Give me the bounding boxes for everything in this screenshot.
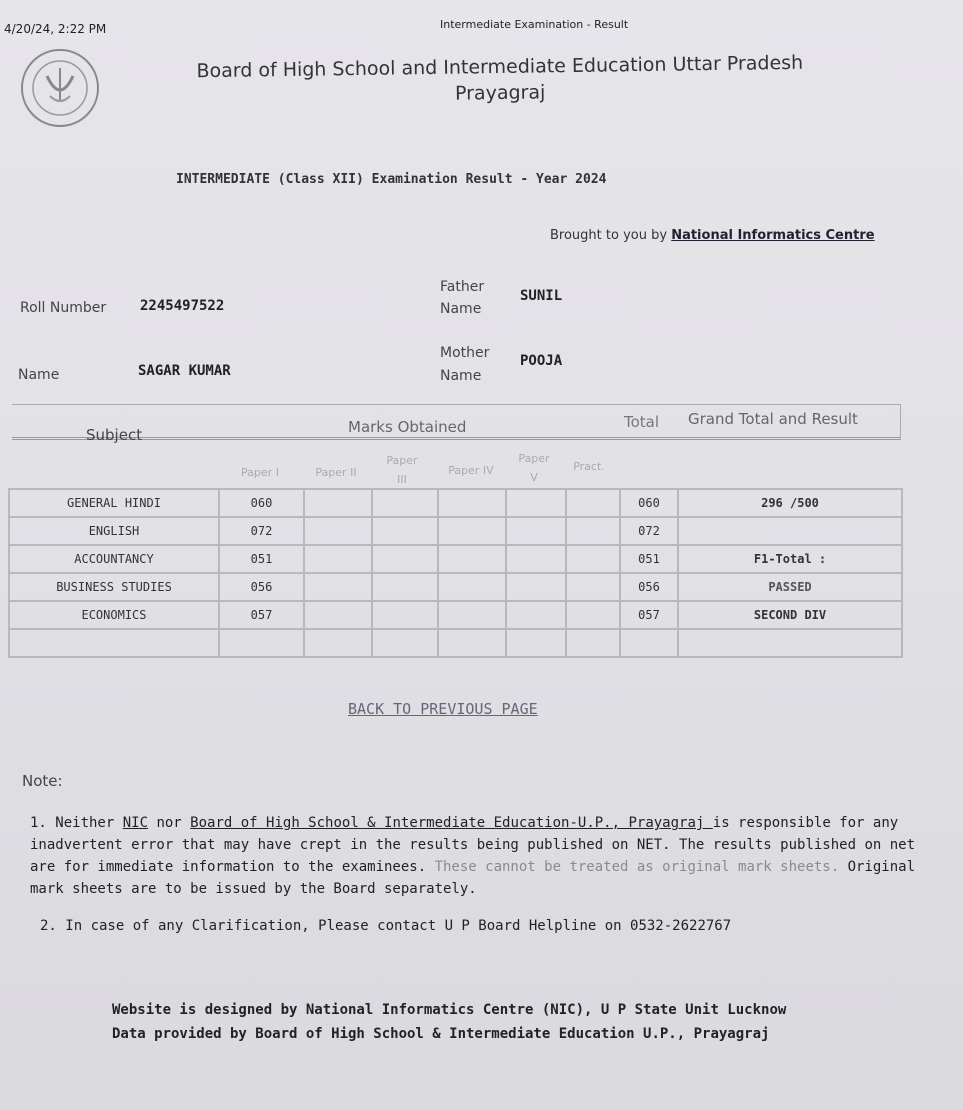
mother-name-label-1: Mother [440,345,490,361]
roll-number-value: 2245497522 [140,298,225,314]
roll-number-label: Roll Number [20,300,107,316]
paper-4-cell [438,489,506,517]
result-cell [678,517,902,545]
practical-cell [566,545,620,573]
paper-3-cell [372,601,438,629]
father-name-label-2: Name [440,301,482,317]
result-cell [678,629,902,657]
marks-obtained-header: Marks Obtained [348,418,467,436]
paper-5-cell [506,573,566,601]
father-name-value: SUNIL [520,288,563,304]
paper-4-header: Paper IV [448,464,494,477]
subject-cell: ACCOUNTANCY [9,545,219,573]
total-cell [620,629,678,657]
grand-total-header: Grand Total and Result [688,410,858,428]
paper-5-cell [506,601,566,629]
paper-5-cell [506,489,566,517]
footer-line-2: Data provided by Board of High School & Intermediate Education U.P., Prayagraj [112,1026,770,1042]
paper-5-header-line2: V [530,471,538,484]
paper-4-cell [438,601,506,629]
note-1-text-a: 1. Neither [30,815,123,831]
practical-cell [566,601,620,629]
practical-cell [566,517,620,545]
paper-2-cell [304,629,372,657]
subject-cell: GENERAL HINDI [9,489,219,517]
paper-3-cell [372,629,438,657]
paper-5-header-line1: Paper [518,452,550,465]
nic-note-link[interactable]: NIC [122,815,149,831]
paper-1-cell: 072 [219,517,304,545]
up-board-seal-icon [14,46,106,130]
paper-1-cell: 057 [219,601,304,629]
paper-3-header-line2: III [397,473,407,486]
paper-3-header [372,454,432,486]
paper-1-cell: 051 [219,545,304,573]
paper-4-cell [438,517,506,545]
brought-by-line [550,228,875,243]
paper-5-cell [506,517,566,545]
total-header: Total [624,413,660,431]
total-cell: 051 [620,545,678,573]
note-1 [30,812,930,900]
table-row [9,517,902,545]
name-label: Name [18,367,60,383]
note-1-faint-text: These cannot be treated as original mark sheets. [434,859,840,875]
paper-1-header: Paper I [241,466,279,479]
note-1-text-d: Original mark sheets are to be issued by the Board separately. [30,859,916,897]
note-2-helpline: 2. In case of any Clarification, Please contact U P Board Helpline on 0532-2622767 [40,918,732,934]
back-to-previous-page-link[interactable]: BACK TO PREVIOUS PAGE [348,700,538,718]
marks-table [8,488,903,658]
board-name [150,49,851,111]
paper-2-cell [304,601,372,629]
footer [112,998,786,1046]
pass-status: PASSED [678,573,902,601]
table-row [9,573,902,601]
division-status: SECOND DIV [678,601,902,629]
paper-5-cell [506,629,566,657]
total-cell: 072 [620,517,678,545]
note-1-text-b: nor [148,815,191,831]
mother-name-value: POOJA [520,353,563,369]
paper-4-cell [438,629,506,657]
mother-name-label-2: Name [440,368,482,384]
paper-1-cell: 056 [219,573,304,601]
print-page-title: Intermediate Examination - Result [440,18,629,31]
subject-header: Subject [86,426,143,444]
board-name-line2: Prayagraj [454,81,546,105]
paper-3-cell [372,545,438,573]
paper-3-cell [372,573,438,601]
practical-cell [566,573,620,601]
paper-5-header [506,452,562,484]
board-name-line1: Board of High School and Intermediate Education Uttar Pradesh [196,51,804,83]
paper-2-cell [304,545,372,573]
brought-by-text: Brought to you by [550,228,668,243]
table-row [9,489,902,517]
practical-header: Pract. [573,460,605,473]
table-row [9,629,902,657]
paper-3-cell [372,517,438,545]
print-date-time: 4/20/24, 2:22 PM [4,22,107,36]
paper-3-cell [372,489,438,517]
paper-2-header: Paper II [315,466,357,479]
table-row [9,545,902,573]
paper-5-cell [506,545,566,573]
paper-1-cell [219,629,304,657]
paper-2-cell [304,517,372,545]
total-cell: 056 [620,573,678,601]
paper-3-header-line1: Paper [386,454,418,467]
exam-title: INTERMEDIATE (Class XII) Examination Result - Year 2024 [176,172,607,187]
note-1-text-c: is responsible for any inadvertent error that may have crept in the results being published on NET. The results published on net are for immediate information to the examinees. [30,815,916,875]
nic-link[interactable]: National Informatics Centre [671,228,875,243]
paper-4-cell [438,573,506,601]
paper-4-cell [438,545,506,573]
father-name-label-1: Father [440,279,485,295]
board-note-link[interactable]: Board of High School & Intermediate Education-U.P., Prayagraj [190,815,713,831]
total-cell: 057 [620,601,678,629]
footer-line-1: Website is designed by National Informatics Centre (NIC), U P State Unit Lucknow [112,1002,787,1018]
subject-cell [9,629,219,657]
subject-cell: BUSINESS STUDIES [9,573,219,601]
grand-total-cell: 296 /500 [678,489,902,517]
paper-2-cell [304,489,372,517]
subject-cell: ECONOMICS [9,601,219,629]
subject-cell: ENGLISH [9,517,219,545]
paper-2-cell [304,573,372,601]
paper-1-cell: 060 [219,489,304,517]
practical-cell [566,629,620,657]
total-cell: 060 [620,489,678,517]
student-name-value: SAGAR KUMAR [138,363,231,379]
practical-cell [566,489,620,517]
table-row [9,601,902,629]
note-heading: Note: [22,772,63,790]
f1-total-label: F1-Total : [678,545,902,573]
